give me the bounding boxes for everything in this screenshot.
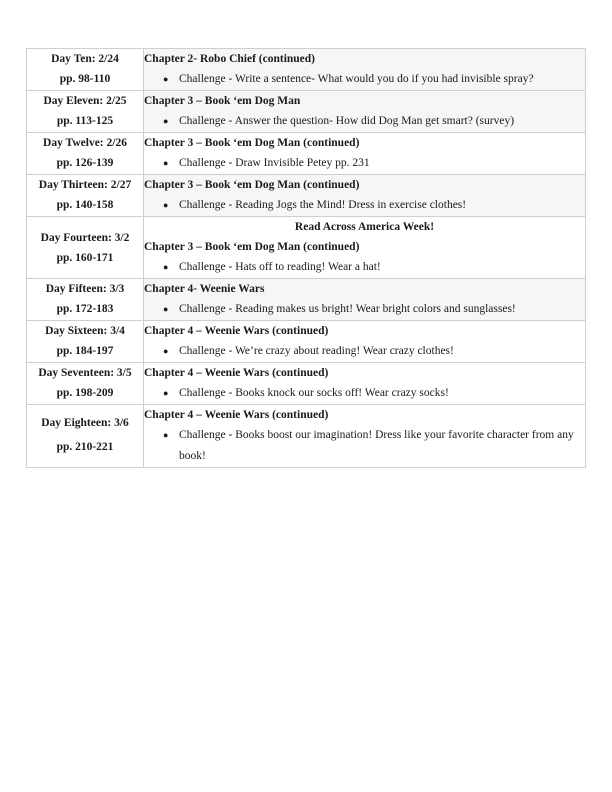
chapter-title: Chapter 3 – Book ‘em Dog Man (continued) — [144, 179, 360, 191]
day-cell — [27, 175, 144, 217]
chapter-title: Chapter 4 – Weenie Wars (continued) — [144, 367, 329, 379]
challenge-item — [144, 341, 585, 362]
assignment-cell — [144, 279, 586, 321]
challenge-text: Challenge - Books knock our socks off! Wear crazy socks! — [179, 387, 449, 399]
day-label: Day Eighteen: 3/6 — [41, 417, 129, 429]
chapter-title: Chapter 4 – Weenie Wars (continued) — [144, 325, 329, 337]
day-cell — [27, 279, 144, 321]
reading-schedule-body — [27, 49, 586, 468]
page-range: pp. 140-158 — [56, 199, 114, 211]
table-row — [27, 175, 586, 217]
chapter-title: Chapter 2- Robo Chief (continued) — [144, 53, 316, 65]
day-cell — [27, 321, 144, 363]
page-range: pp. 160-171 — [56, 251, 114, 264]
challenge-item — [144, 69, 585, 90]
challenge-item — [144, 257, 585, 278]
challenge-item — [144, 111, 585, 132]
table-row — [27, 279, 586, 321]
challenge-text: Challenge - Books boost our imagination! Dress like your favorite character from any book! — [179, 429, 574, 462]
day-cell — [27, 217, 144, 279]
day-label: Day Fourteen: 3/2 — [40, 231, 130, 244]
table-row — [27, 91, 586, 133]
bullet-icon: ● — [163, 262, 169, 272]
table-row — [27, 363, 586, 405]
assignment-cell — [144, 321, 586, 363]
day-label: Day Eleven: 2/25 — [43, 95, 127, 107]
bullet-icon: ● — [163, 116, 169, 126]
challenge-item — [144, 425, 585, 467]
bullet-icon: ● — [163, 388, 169, 398]
table-row — [27, 49, 586, 91]
day-label: Day Twelve: 2/26 — [43, 137, 127, 149]
day-label: Day Sixteen: 3/4 — [45, 325, 125, 337]
chapter-title: Chapter 4 – Weenie Wars (continued) — [144, 409, 329, 421]
page-range: pp. 172-183 — [56, 303, 114, 315]
assignment-cell — [144, 363, 586, 405]
assignment-cell — [144, 217, 586, 279]
challenge-item — [144, 153, 585, 174]
page-range: pp. 184-197 — [56, 345, 114, 357]
challenge-item — [144, 195, 585, 216]
challenge-text: Challenge - Answer the question- How did Dog Man get smart? (survey) — [179, 115, 515, 127]
page-range: pp. 113-125 — [56, 115, 114, 127]
chapter-title: Chapter 3 – Book ‘em Dog Man (continued) — [144, 137, 360, 149]
assignment-cell — [144, 49, 586, 91]
page-range: pp. 198-209 — [56, 387, 114, 399]
day-cell — [27, 405, 144, 468]
bullet-icon: ● — [163, 430, 169, 440]
challenge-item — [144, 383, 585, 404]
day-cell — [27, 133, 144, 175]
day-cell — [27, 49, 144, 91]
chapter-title: Chapter 3 – Book ‘em Dog Man (continued) — [144, 241, 360, 253]
challenge-text: Challenge - Reading Jogs the Mind! Dress in exercise clothes! — [179, 199, 467, 211]
table-row — [27, 321, 586, 363]
reading-schedule-table — [26, 48, 586, 468]
event-banner: Read Across America Week! — [294, 221, 435, 233]
assignment-cell — [144, 91, 586, 133]
bullet-icon: ● — [163, 200, 169, 210]
assignment-cell — [144, 405, 586, 468]
chapter-title: Chapter 3 – Book ‘em Dog Man — [144, 95, 301, 107]
table-row — [27, 133, 586, 175]
day-label: Day Ten: 2/24 — [51, 53, 119, 65]
challenge-text: Challenge - Write a sentence- What would you do if you had invisible spray? — [179, 73, 534, 85]
day-label: Day Thirteen: 2/27 — [38, 179, 132, 191]
challenge-text: Challenge - Draw Invisible Petey pp. 231 — [179, 157, 370, 169]
page-range: pp. 210-221 — [56, 441, 114, 453]
challenge-text: Challenge - Reading makes us bright! Wear bright colors and sunglasses! — [179, 303, 516, 315]
bullet-icon: ● — [163, 158, 169, 168]
bullet-icon: ● — [163, 74, 169, 84]
table-row — [27, 405, 586, 468]
day-cell — [27, 91, 144, 133]
challenge-item — [144, 299, 585, 320]
bullet-icon: ● — [163, 346, 169, 356]
day-cell — [27, 363, 144, 405]
table-row — [27, 217, 586, 279]
bullet-icon: ● — [163, 304, 169, 314]
challenge-text: Challenge - We’re crazy about reading! Wear crazy clothes! — [179, 345, 454, 357]
chapter-title: Chapter 4- Weenie Wars — [144, 283, 265, 295]
challenge-text: Challenge - Hats off to reading! Wear a hat! — [179, 261, 381, 273]
day-label: Day Fifteen: 3/3 — [45, 283, 125, 295]
page-range: pp. 98-110 — [59, 73, 111, 85]
assignment-cell — [144, 175, 586, 217]
day-label: Day Seventeen: 3/5 — [38, 367, 132, 379]
assignment-cell — [144, 133, 586, 175]
page-range: pp. 126-139 — [56, 157, 114, 169]
